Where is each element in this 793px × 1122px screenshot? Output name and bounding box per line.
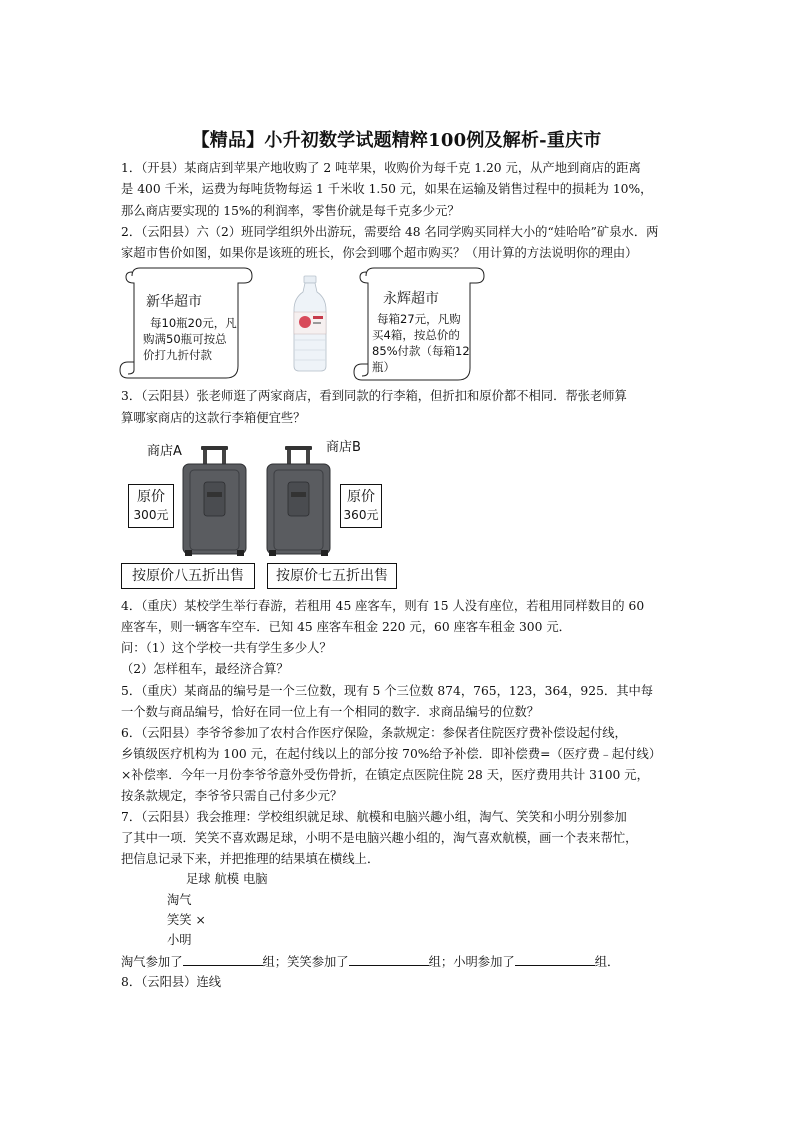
q7-answer-c: 组；小明参加了 xyxy=(428,955,515,969)
scroll-xinhua-line-1: 每10瓶20元，凡 xyxy=(150,316,237,330)
scroll-xinhua-line-2: 购满50瓶可按总 xyxy=(143,332,227,346)
price-box-a xyxy=(128,484,174,528)
q3-line-1: 3．（云阳县）张老师逛了两家商店，看到同款的行李箱，但折扣和原价都不相同．帮张老师算 xyxy=(121,389,627,403)
q7-line-2: 了其中一项．笑笑不喜欢踢足球，小明不是电脑兴趣小组的，淘气喜欢航模，画一个表来帮忙， xyxy=(121,831,638,845)
q7-line-1: 7．（云阳县）我会推理：学校组织就足球、航模和电脑兴趣小组，淘气、笑笑和小明分别参加 xyxy=(121,810,627,824)
q4-line-3: 问：（1）这个学校一共有学生多少人？ xyxy=(121,641,332,655)
q7-answer-b: 组；笑笑参加了 xyxy=(262,955,349,969)
price-box-b xyxy=(340,484,382,528)
price-b-label: 原价 xyxy=(347,489,375,505)
q7-answer-line xyxy=(121,953,619,970)
q1-line-2: 是 400 千米，运费为每吨货物每运 1 千米收 1.50 元，如果在运输及销售过程中的损耗为 10%， xyxy=(121,182,653,196)
scroll-yonghui-line-2: 买4箱，按总价的 xyxy=(372,328,460,342)
q5-line-1: 5．（重庆）某商品的编号是一个三位数，现有 5 个三位数 874，765，123，364，925．其中每 xyxy=(121,684,654,698)
water-bottle-icon xyxy=(288,274,332,374)
page-title: 【精品】小升初数学试题精粹100例及解析-重庆市 xyxy=(191,130,602,151)
q1-line-3: 那么商店要实现的 15%的利润率，零售价就是每千克多少元？ xyxy=(121,204,460,218)
suitcase-icon xyxy=(180,446,336,558)
q6-line-4: 按条款规定，李爷爷只需自己付多少元？ xyxy=(121,789,343,803)
q1-line-1: 1．（开县）某商店到苹果产地收购了 2 吨苹果，收购价为每千克 1.20 元，从产地到商店的距离 xyxy=(121,161,641,175)
scroll-yonghui-line-1: 每箱27元，凡购 xyxy=(377,312,461,326)
scroll-yonghui-name: 永辉超市 xyxy=(383,291,439,307)
q7-table-row-1: 淘气 xyxy=(167,893,192,907)
scroll-xinhua-line-3: 价打九折付款 xyxy=(143,348,212,362)
q2-line-1: 2．（云阳县）六（2）班同学组织外出游玩，需要给 48 名同学购买同样大小的“娃哈哈”矿泉水．两 xyxy=(121,225,659,239)
q4-line-2: 座客车，则一辆客车空车．已知 45 座客车租金 220 元，60 座客车租金 300 元． xyxy=(121,620,571,634)
price-b-value: 360元 xyxy=(343,508,379,522)
shop-a-label: 商店A xyxy=(147,444,182,459)
q7-table-row-2: 笑笑 × xyxy=(167,913,206,927)
q3-line-2: 算哪家商店的这款行李箱便宜些？ xyxy=(121,411,306,425)
answer-blank-1[interactable] xyxy=(183,953,263,966)
q7-table-header: 足球 航模 电脑 xyxy=(186,872,268,886)
scroll-yonghui-line-4: 瓶） xyxy=(372,360,395,374)
answer-blank-3[interactable] xyxy=(515,953,595,966)
scroll-xinhua-name: 新华超市 xyxy=(146,294,202,310)
q6-line-3: ×补偿率．今年一月份李爷爷意外受伤骨折，在镇定点医院住院 28 天，医疗费用共计 3100 元， xyxy=(121,768,649,782)
q5-line-2: 一个数与商品编号，恰好在同一位上有一个相同的数字．求商品编号的位数？ xyxy=(121,705,540,719)
price-a-value: 300元 xyxy=(133,508,169,522)
price-a-label: 原价 xyxy=(137,489,165,505)
q7-line-3: 把信息记录下来，并把推理的结果填在横线上． xyxy=(121,852,380,866)
discount-box-a: 按原价八五折出售 xyxy=(121,563,255,589)
answer-blank-2[interactable] xyxy=(349,953,429,966)
scroll-yonghui-line-3: 85%付款（每箱12 xyxy=(372,344,470,358)
q6-line-1: 6．（云阳县）李爷爷参加了农村合作医疗保险，条款规定：参保者住院医疗费补偿设起付线， xyxy=(121,726,627,740)
q7-answer-d: 组． xyxy=(594,955,620,969)
q4-line-1: 4．（重庆）某校学生举行春游，若租用 45 座客车，则有 15 人没有座位，若租用同样数目的 60 xyxy=(121,599,645,613)
shop-b-label: 商店B xyxy=(326,440,361,455)
q7-table-row-3: 小明 xyxy=(167,933,192,947)
q6-line-2: 乡镇级医疗机构为 100 元，在起付线以上的部分按 70%给予补偿．即补偿费=（医疗费﹣起付线） xyxy=(121,747,662,761)
q7-answer-a: 淘气参加了 xyxy=(121,955,183,969)
q4-line-4: （2）怎样租车，最经济合算？ xyxy=(121,662,289,676)
q2-line-2: 家超市售价如图，如果你是该班的班长，你会到哪个超市购买？（用计算的方法说明你的理由） xyxy=(121,246,638,260)
discount-box-b: 按原价七五折出售 xyxy=(267,563,397,589)
q8-line-1: 8．（云阳县）连线 xyxy=(121,975,222,989)
